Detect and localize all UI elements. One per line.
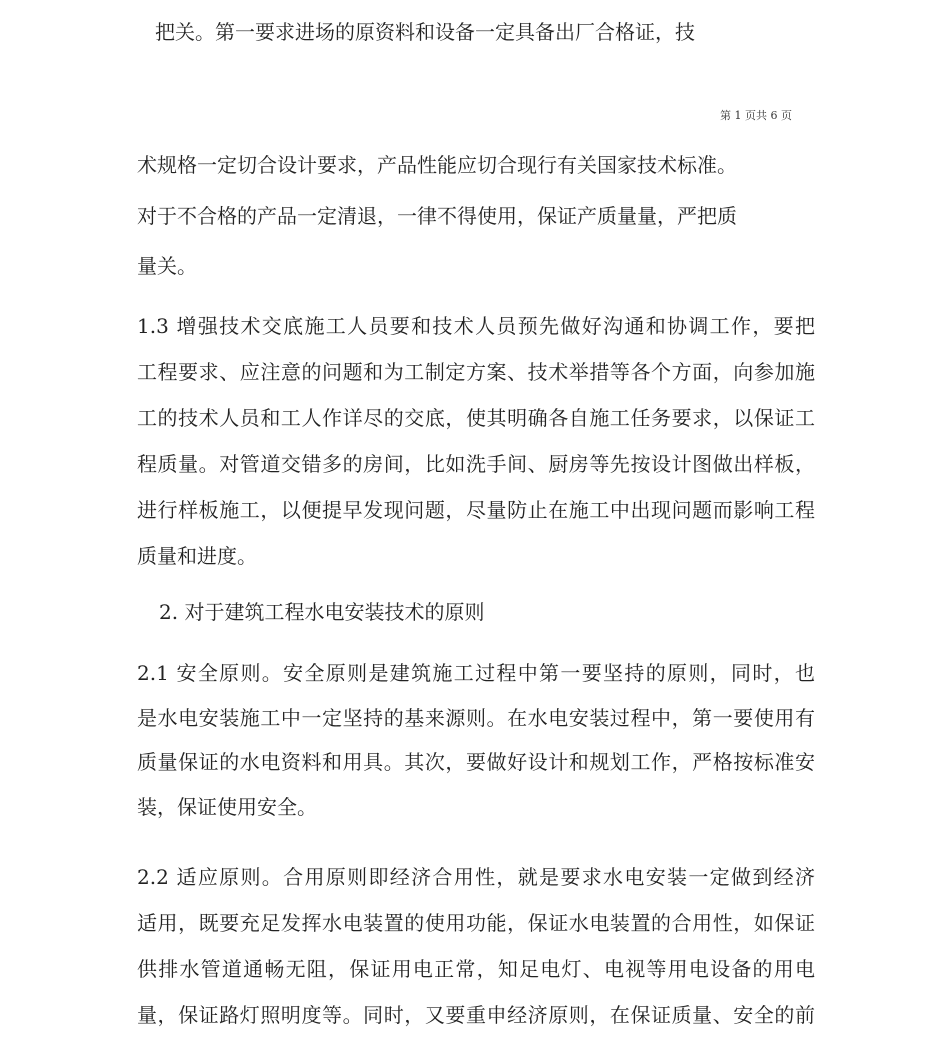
paragraph-2-line-4: 程质量。对管道交错多的房间，比如洗手间、厨房等先按设计图做出样板， bbox=[137, 452, 815, 476]
paragraph-3-line-2: 是水电安装施工中一定坚持的基来源则。在水电安装过程中，第一要使用有 bbox=[137, 706, 815, 730]
page-footer: 第 1 页共 6 页 bbox=[720, 109, 792, 122]
paragraph-4-line-4: 量，保证路灯照明度等。同时，又要重申经济原则，在保证质量、安全的前 bbox=[137, 1003, 815, 1027]
paragraph-2-line-5: 进行样板施工，以便提早发现问题，尽量防止在施工中出现问题而影响工程 bbox=[137, 498, 815, 522]
paragraph-4-line-1: 2.2 适应原则。合用原则即经济合用性，就是要求水电安装一定做到经济 bbox=[137, 865, 815, 889]
top-fragment-line: 把关。第一要求进场的原资料和设备一定具备出厂合格证，技 bbox=[155, 20, 695, 44]
paragraph-2-line-1: 1.3 增强技术交底施工人员要和技术人员预先做好沟通和协调工作，要把 bbox=[137, 314, 815, 338]
paragraph-1-line-1: 术规格一定切合设计要求，产品性能应切合现行有关国家技术标准。 bbox=[137, 153, 737, 177]
paragraph-4-line-3: 供排水管道通畅无阻，保证用电正常，知足电灯、电视等用电设备的用电 bbox=[137, 957, 815, 981]
paragraph-3-line-1: 2.1 安全原则。安全原则是建筑施工过程中第一要坚持的原则，同时，也 bbox=[137, 661, 815, 685]
paragraph-3-line-3: 质量保证的水电资料和用具。其次，要做好设计和规划工作，严格按标准安 bbox=[137, 750, 815, 774]
paragraph-1-line-3: 量关。 bbox=[137, 254, 197, 278]
paragraph-2-line-6: 质量和进度。 bbox=[137, 544, 257, 568]
paragraph-3-line-4: 装，保证使用安全。 bbox=[137, 795, 317, 819]
paragraph-4-line-2: 适用，既要充足发挥水电装置的使用功能，保证水电装置的合用性，如保证 bbox=[137, 911, 815, 935]
paragraph-1-line-2: 对于不合格的产品一定清退，一律不得使用，保证产质量量，严把质 bbox=[137, 204, 737, 228]
section-heading-2: 2. 对于建筑工程水电安装技术的原则 bbox=[159, 600, 485, 624]
paragraph-2-line-3: 工的技术人员和工人作详尽的交底，使其明确各自施工任务要求，以保证工 bbox=[137, 406, 815, 430]
paragraph-2-line-2: 工程要求、应注意的问题和为工制定方案、技术举措等各个方面，向参加施 bbox=[137, 360, 815, 384]
